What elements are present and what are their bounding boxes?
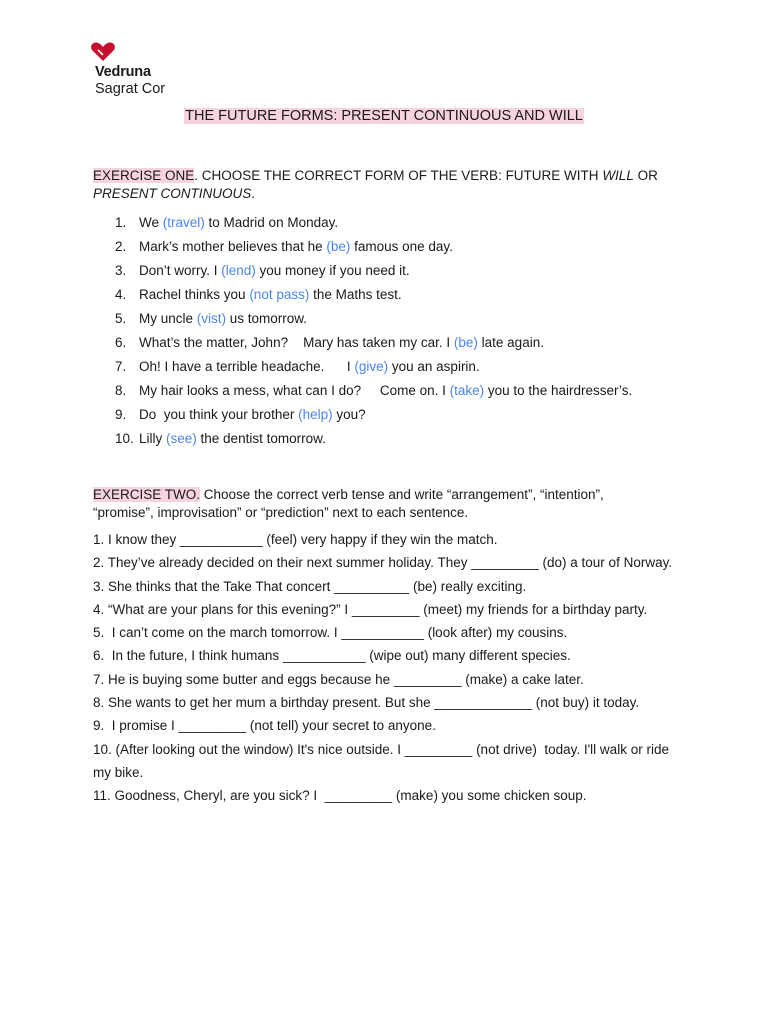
item-verb: (be): [326, 239, 351, 254]
item-verb: (be): [453, 335, 478, 350]
exercise-one-heading: [93, 167, 693, 203]
item-verb: (take): [449, 383, 485, 398]
item-text-before: We: [139, 215, 163, 230]
list-item: [93, 261, 693, 285]
item-verb: (travel): [162, 215, 205, 230]
exercise-one-list: [93, 213, 693, 453]
item-text-after: you to the hairdresser’s.: [484, 383, 633, 398]
exercise-two-list: [93, 528, 678, 808]
item-text-before: Rachel thinks you: [139, 287, 250, 302]
item-verb: (lend): [221, 263, 256, 278]
list-item: 11. Goodness, Cheryl, are you sick? I _________ (make) you some chicken soup.: [93, 788, 587, 804]
exercise-one-instruction-will: WILL: [602, 168, 634, 183]
list-item: [93, 237, 693, 261]
list-item: [93, 309, 693, 333]
item-number: 7.: [115, 359, 127, 374]
item-text-after: you?: [332, 407, 366, 422]
list-item: [93, 285, 693, 309]
exercise-one-instruction-end: .: [251, 186, 256, 201]
exercise-two-heading: [93, 486, 653, 522]
item-number: 5.: [115, 311, 127, 326]
list-item: 1. I know they ___________ (feel) very happy if they win the match.: [93, 532, 498, 547]
page-title-text: THE FUTURE FORMS: PRESENT CONTINUOUS AND WILL: [185, 108, 583, 124]
item-text-after: the dentist tomorrow.: [196, 431, 326, 446]
item-verb: (give): [354, 359, 389, 374]
item-verb: (not pass): [249, 287, 310, 302]
list-item: 10. (After looking out the window) It's nice outside. I _________ (not drive) today. I'll walk or ride my bike.: [93, 741, 669, 780]
list-item: [93, 213, 693, 237]
item-text-before: Don’t worry. I: [139, 263, 222, 278]
item-text-before: Mark’s mother believes that he: [139, 239, 327, 254]
item-number: 6.: [115, 335, 127, 350]
item-verb: (help): [298, 407, 333, 422]
item-number: 1.: [115, 215, 127, 230]
item-text-before: My hair looks a mess, what can I do? Come on. I: [139, 383, 450, 398]
item-text-after: late again.: [477, 335, 544, 350]
item-number: 9.: [115, 407, 127, 422]
item-text-before: What’s the matter, John? Mary has taken my car. I: [139, 335, 454, 350]
exercise-one-instruction-b: OR: [633, 168, 658, 183]
item-verb: (vist): [196, 311, 227, 326]
item-text-before: My uncle: [139, 311, 197, 326]
item-text-before: Do you think your brother: [139, 407, 299, 422]
logo-name-line1: Vedruna: [95, 64, 151, 80]
list-item: 8. She wants to get her mum a birthday present. But she _____________ (not buy) it today.: [93, 695, 640, 711]
item-text-after: to Madrid on Monday.: [204, 215, 339, 230]
list-item: [93, 381, 693, 405]
exercise-one-instruction-a: . CHOOSE THE CORRECT FORM OF THE VERB: FUTURE WITH: [194, 168, 603, 183]
list-item: 6. In the future, I think humans ___________ (wipe out) many different species.: [93, 648, 571, 664]
list-item: [93, 405, 693, 429]
item-number: 8.: [115, 383, 127, 398]
list-item: [93, 429, 693, 453]
school-logo: [88, 40, 178, 98]
item-number: 3.: [115, 263, 127, 278]
list-item: 9. I promise I _________ (not tell) your secret to anyone.: [93, 718, 436, 734]
exercise-two-label: EXERCISE TWO.: [93, 487, 201, 502]
exercise-one-label: EXERCISE ONE: [93, 168, 195, 183]
list-item: 4. “What are your plans for this evening?” I _________ (meet) my friends for a birthday party.: [93, 601, 648, 617]
heart-icon: [90, 42, 116, 62]
item-text-after: famous one day.: [350, 239, 453, 254]
list-item: [93, 333, 693, 357]
item-text-after: us tomorrow.: [226, 311, 308, 326]
list-item: 7. He is buying some butter and eggs because he _________ (make) a cake later.: [93, 671, 584, 687]
exercise-one-instruction-pc: PRESENT CONTINUOUS: [93, 186, 252, 201]
exercise-two-instruction: Choose the correct verb tense and write “arrangement”, “intention”, “promise”, improvisation” or “prediction” next to each sentence.: [93, 487, 604, 520]
item-number: 4.: [115, 287, 127, 302]
list-item: 5. I can’t come on the march tomorrow. I ___________ (look after) my cousins.: [93, 625, 568, 641]
list-item: 2. They’ve already decided on their next summer holiday. They _________ (do) a tour of Norway.: [93, 555, 673, 571]
item-number: 10.: [115, 431, 134, 446]
page-title: [0, 108, 768, 124]
logo-name-line2: Sagrat Cor: [95, 81, 166, 97]
list-item: [93, 357, 693, 381]
item-text-before: Oh! I have a terrible headache. I: [139, 359, 355, 374]
item-text-after: you money if you need it.: [255, 263, 410, 278]
item-text-before: Lilly: [139, 431, 167, 446]
item-verb: (see): [166, 431, 197, 446]
item-text-after: you an aspirin.: [388, 359, 480, 374]
item-number: 2.: [115, 239, 127, 254]
item-text-after: the Maths test.: [309, 287, 402, 302]
list-item: 3. She thinks that the Take That concert __________ (be) really exciting.: [93, 578, 527, 594]
